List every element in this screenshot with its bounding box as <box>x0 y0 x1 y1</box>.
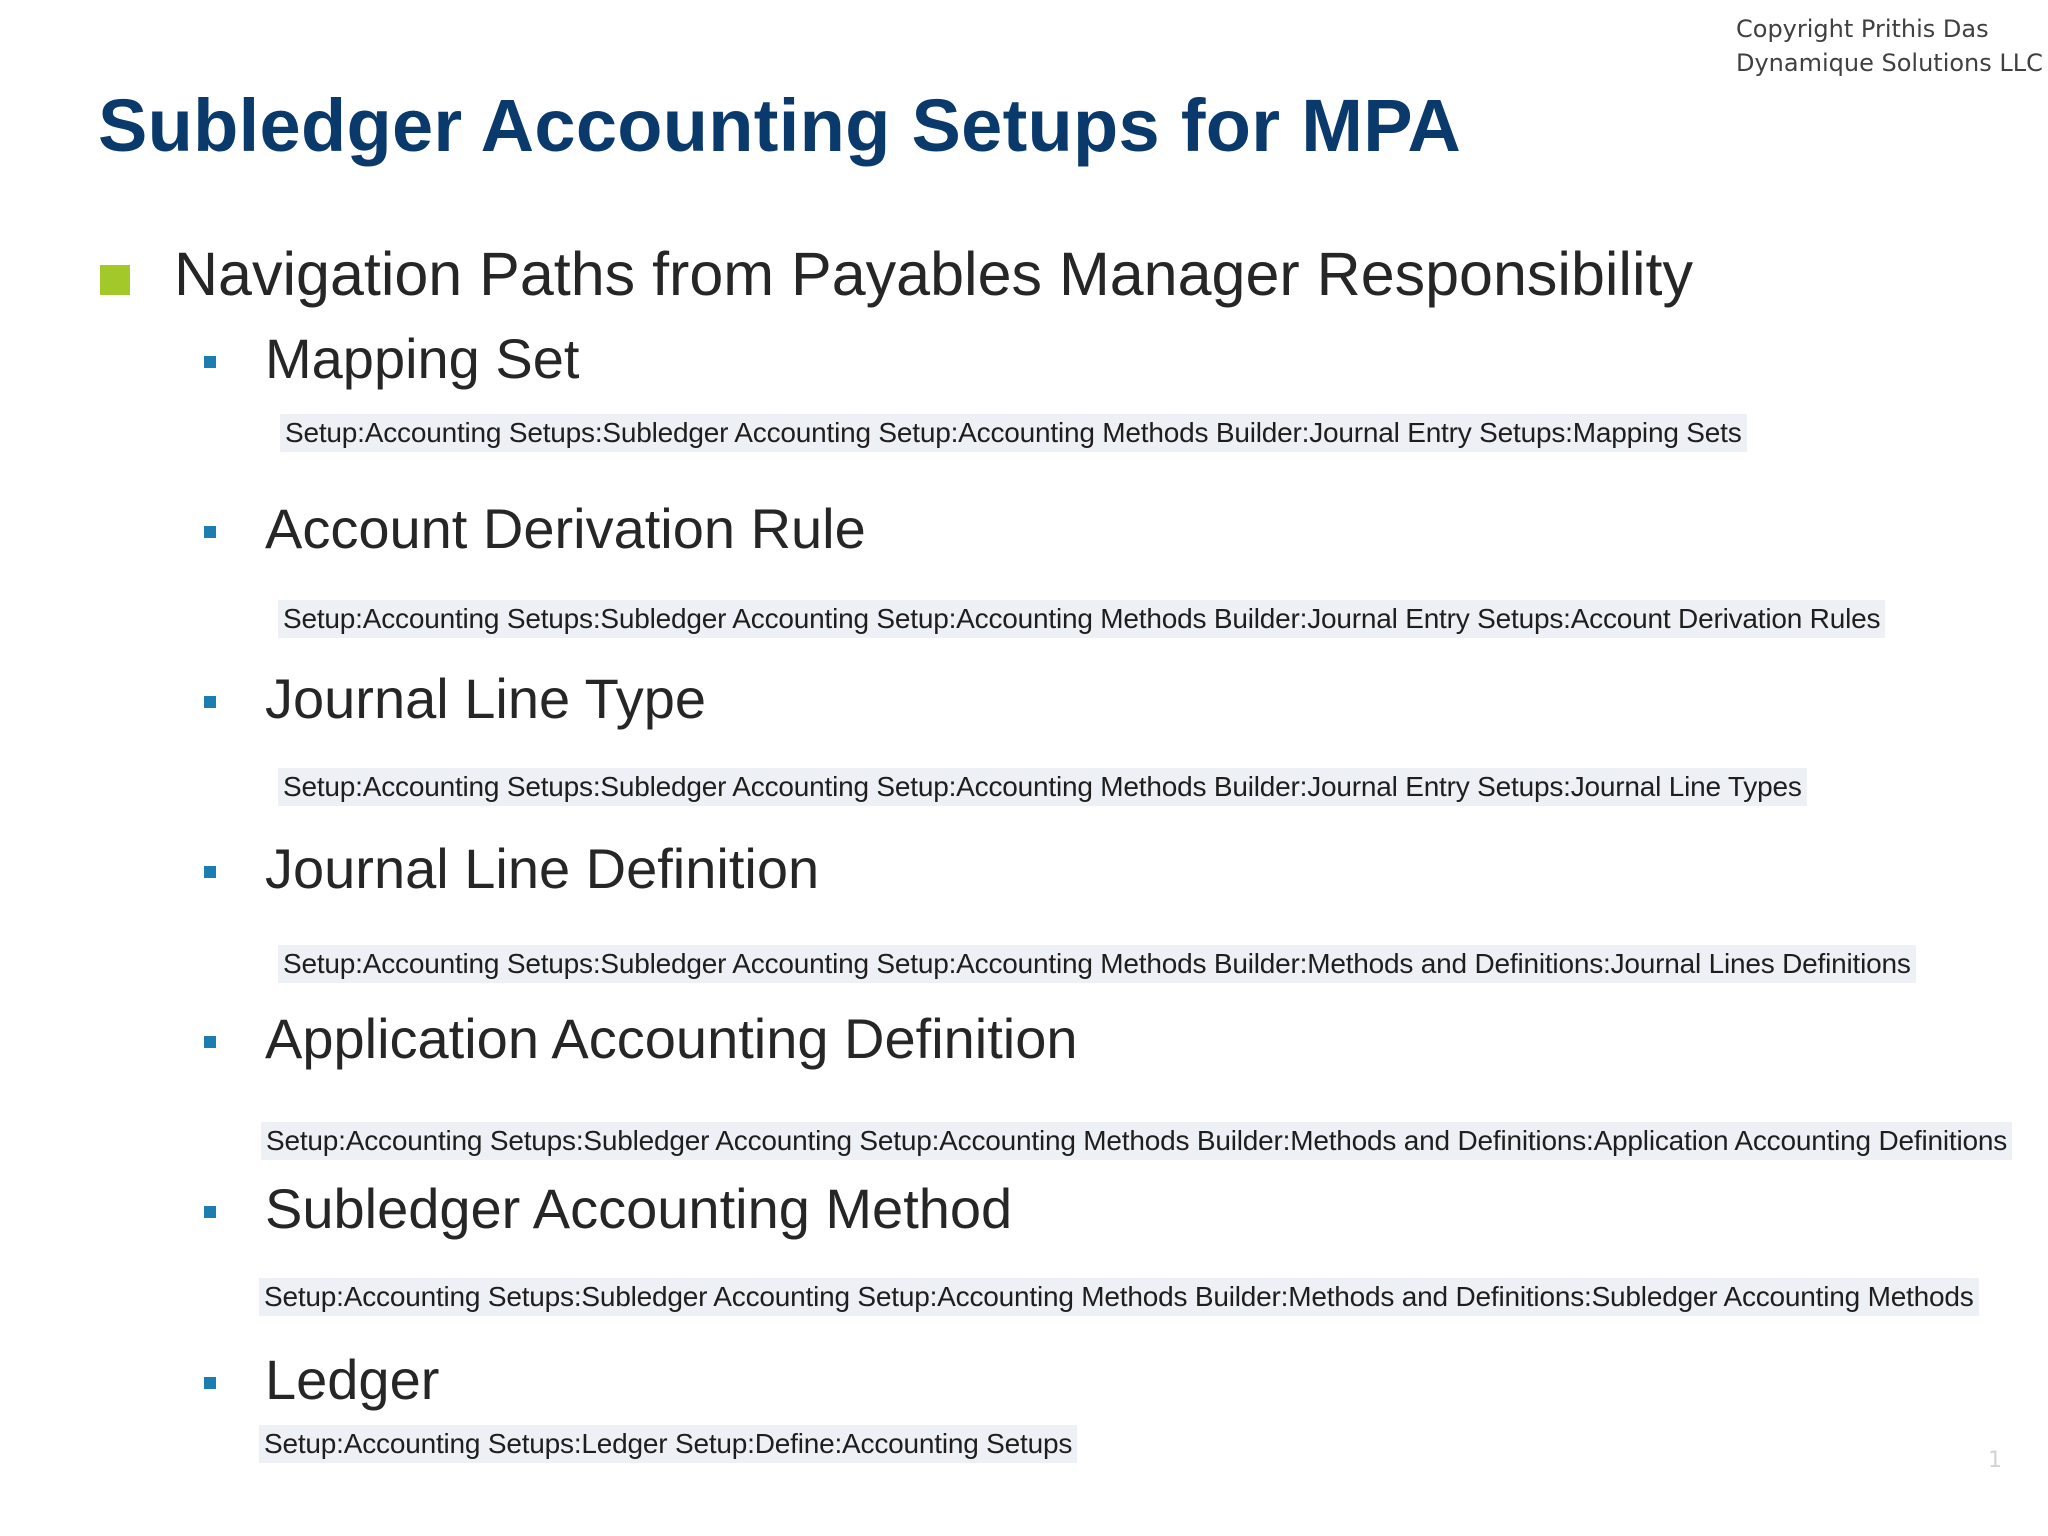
square-bullet-icon <box>204 1206 216 1218</box>
nav-item-label: Ledger <box>265 1348 440 1411</box>
copyright-line-1: Copyright Prithis Das <box>1736 15 1989 43</box>
nav-path: Setup:Accounting Setups:Subledger Accounting Setup:Accounting Methods Builder:Methods and Definitions:Subledger Accounting Methods <box>259 1278 1979 1316</box>
nav-path: Setup:Accounting Setups:Subledger Accounting Setup:Accounting Methods Builder:Journal Entry Setups:Mapping Sets <box>280 414 1747 452</box>
nav-path: Setup:Accounting Setups:Subledger Accounting Setup:Accounting Methods Builder:Journal Entry Setups:Account Derivation Rules <box>278 600 1885 638</box>
nav-path: Setup:Accounting Setups:Subledger Accounting Setup:Accounting Methods Builder:Methods and Definitions:Journal Lines Definitions <box>278 945 1916 983</box>
nav-path: Setup:Accounting Setups:Ledger Setup:Define:Accounting Setups <box>259 1425 1077 1463</box>
navigation-paths-heading: Navigation Paths from Payables Manager Responsibility <box>174 240 1693 308</box>
nav-item-label: Application Accounting Definition <box>265 1007 1078 1070</box>
nav-item-label: Subledger Accounting Method <box>265 1177 1013 1240</box>
square-bullet-icon <box>204 526 216 538</box>
nav-item-label: Account Derivation Rule <box>265 497 866 560</box>
nav-item-label: Journal Line Type <box>265 667 707 730</box>
copyright-notice <box>1736 12 2043 80</box>
square-bullet-icon <box>204 866 216 878</box>
square-bullet-icon <box>100 265 130 295</box>
nav-item-label: Mapping Set <box>265 327 580 390</box>
nav-path: Setup:Accounting Setups:Subledger Accounting Setup:Accounting Methods Builder:Journal Entry Setups:Journal Line Types <box>278 768 1807 806</box>
slide-title: Subledger Accounting Setups for MPA <box>98 84 1462 167</box>
nav-item-label: Journal Line Definition <box>265 837 820 900</box>
slide-number: 1 <box>1988 1448 2002 1473</box>
nav-path: Setup:Accounting Setups:Subledger Accounting Setup:Accounting Methods Builder:Methods and Definitions:Application Accounting Definitions <box>261 1122 2012 1160</box>
square-bullet-icon <box>204 1377 216 1389</box>
square-bullet-icon <box>204 356 216 368</box>
square-bullet-icon <box>204 696 216 708</box>
copyright-line-2: Dynamique Solutions LLC <box>1736 49 2043 77</box>
square-bullet-icon <box>204 1036 216 1048</box>
